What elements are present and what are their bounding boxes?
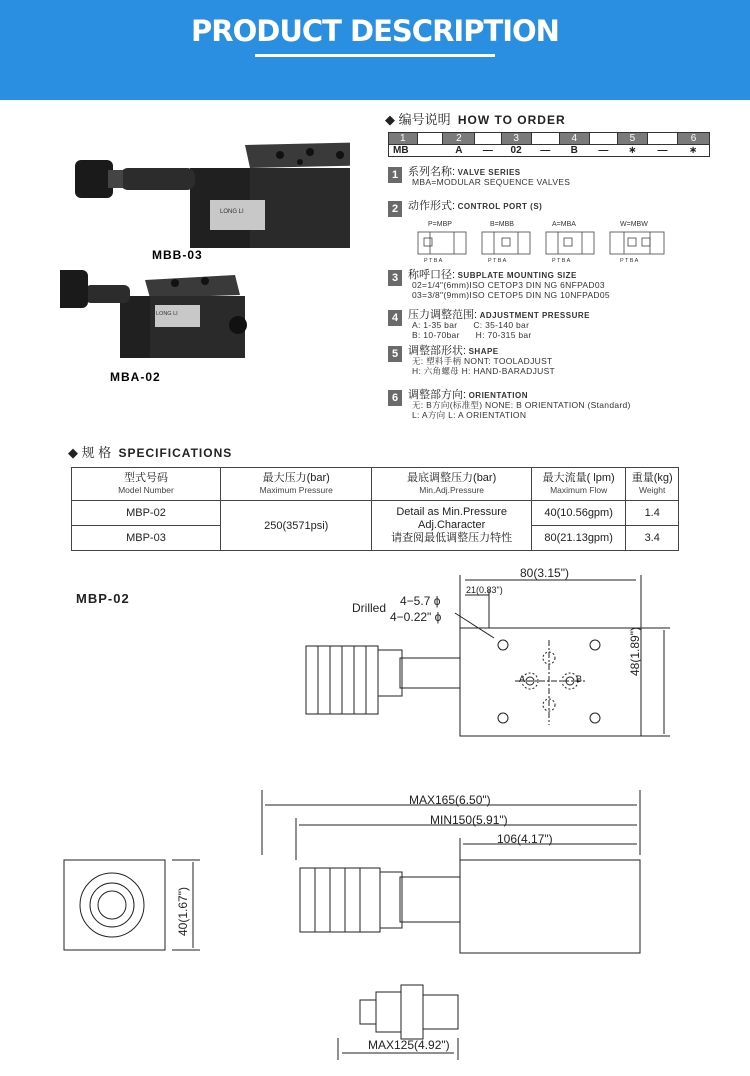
order-option-1: 1 系列名称: VALVE SERIES MBA=MODULAR SEQUENCE VALVES <box>388 167 570 187</box>
dim-48: 48(1.89") <box>628 627 642 676</box>
drilled-label: Drilled <box>352 601 387 615</box>
svg-text:A=MBA: A=MBA <box>552 221 576 228</box>
col-min-adj: 最底调整压力(bar) Min.Adj.Pressure <box>372 468 531 501</box>
dim-40: 40(1.67") <box>176 887 190 936</box>
order-code-table: 1 2 3 4 5 6 MB A — 02 — B — ∗ — ∗ <box>388 132 710 157</box>
order-heading: ◆ 编号说明 HOW TO ORDER <box>385 112 566 127</box>
title-underline <box>255 54 495 57</box>
svg-text:P=MBP: P=MBP <box>428 221 452 228</box>
header-banner <box>0 0 750 100</box>
product-photos <box>60 120 350 400</box>
dim-min150: MIN150(5.91") <box>430 813 508 827</box>
table-row: MBP-02 250(3571psi) Detail as Min.Pressure Adj.Character 请查阅最低调整压力特性 40(10.56gpm) 1.4 <box>72 501 679 526</box>
hole-mm: 4−5.7 ϕ <box>400 594 441 608</box>
dim-106: 106(4.17") <box>497 832 553 846</box>
dim-max125: MAX125(4.92") <box>368 1038 450 1052</box>
col-max-flow: 最大流量( lpm) Maximum Flow <box>531 468 626 501</box>
svg-text:W=MBW: W=MBW <box>620 221 648 228</box>
product-label-mba-02: MBA-02 <box>110 370 161 384</box>
table-row: MBP-03 80(21.13gpm) 3.4 <box>72 526 679 551</box>
brand-label-1: LONG LI <box>220 209 244 215</box>
order-option-5: 5 调整部形状: SHAPE 无: 塑料手柄 NONT: TOOLADJUST H: 六角螺母 H: HAND-BARADJUST <box>388 346 555 376</box>
col-max-pressure: 最大压力(bar) Maximum Pressure <box>220 468 372 501</box>
svg-text:B=MBB: B=MBB <box>490 221 514 228</box>
order-option-6: 6 调整部方向: ORIENTATION 无: B方向(标准型) NONE: B ORIENTATION (Standard) L: A方向 L: A ORIENTATION <box>388 390 631 420</box>
valve-photo-mba-02 <box>60 270 247 358</box>
dim-max165: MAX165(6.50") <box>409 793 491 807</box>
svg-text:P T B A: P T B A <box>620 258 639 264</box>
product-label-mbb-03: MBB-03 <box>152 248 203 262</box>
specifications-table <box>71 467 679 551</box>
dim-80: 80(3.15") <box>520 566 569 580</box>
svg-text:P T B A: P T B A <box>424 258 443 264</box>
dim-21: 21(0.83") <box>466 585 503 595</box>
svg-text:P T B A: P T B A <box>552 258 571 264</box>
specs-heading: ◆ 规 格 SPECIFICATIONS <box>68 445 233 460</box>
port-a-label: A <box>519 674 526 684</box>
hole-in: 4−0.22" ϕ <box>390 610 442 624</box>
page-title: PRODUCT DESCRIPTION <box>191 14 559 48</box>
valve-photo-mbb-03 <box>75 142 350 248</box>
drawing-label: MBP-02 <box>76 591 130 606</box>
order-option-2: 2 动作形式: CONTROL PORT (S) <box>388 201 542 217</box>
order-option-3: 3 称呼口径: SUBPLATE MOUNTING SIZE 02=1/4"(6mm)ISO CETOP3 DIN NG 6NFPAD03 03=3/8"(9mm)ISO CETOP5 DIN NG 10NFPAD05 <box>388 270 610 300</box>
port-b-label: B <box>576 674 583 684</box>
col-weight: 重量(kg) Weight <box>626 468 679 501</box>
svg-text:P T B A: P T B A <box>488 258 507 264</box>
order-option-4: 4 压力调整范围: ADJUSTMENT PRESSURE A: 1-35 bar C: 35-140 bar B: 10-70bar H: 70-315 bar <box>388 310 590 340</box>
control-port-symbols <box>410 218 670 266</box>
col-model: 型式号码 Model Number <box>72 468 221 501</box>
brand-label-2: LONG LI <box>156 311 178 317</box>
